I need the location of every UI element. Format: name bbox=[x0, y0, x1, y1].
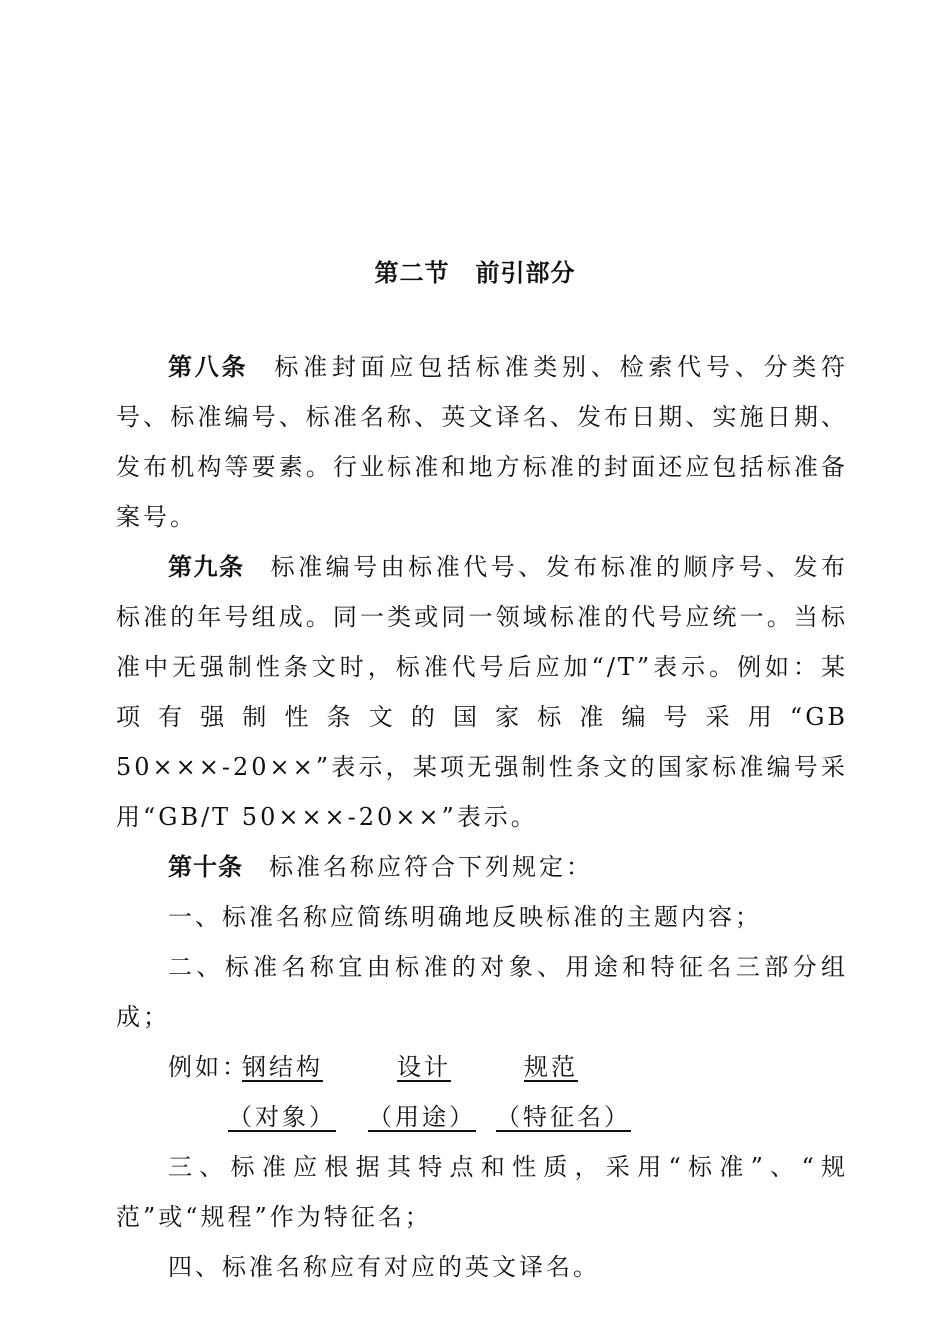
example-word-object: 钢结构 bbox=[242, 1053, 323, 1081]
section-title bbox=[0, 256, 950, 290]
example-role-feature: （特征名） bbox=[496, 1103, 631, 1131]
article-9-number: 第九条 bbox=[168, 552, 245, 581]
article-10-item-3: 三、标准应根据其特点和性质，采用“标准”、“规范”或“规程”作为特征名； bbox=[116, 1153, 848, 1231]
example-word-feature: 规范 bbox=[524, 1053, 578, 1081]
article-10-number: 第十条 bbox=[168, 852, 243, 881]
example-role-object: （对象） bbox=[228, 1103, 336, 1131]
example-word-purpose: 设计 bbox=[397, 1053, 451, 1081]
example-roles-row bbox=[116, 1092, 848, 1142]
article-10-item-2: 二、标准名称宜由标准的对象、用途和特征名三部分组成； bbox=[116, 953, 848, 1031]
example-role-purpose: （用途） bbox=[368, 1103, 476, 1131]
article-10-item-1: 一、标准名称应简练明确地反映标准的主题内容； bbox=[168, 903, 762, 931]
article-9-text: 标准编号由标准代号、发布标准的顺序号、发布标准的年号组成。同一类或同一领域标准的代号应统一。当标准中无强制性条文时，标准代号后应加“/T”表示。例如：某项有强制性条文的国家标准编号采用“GB 50×××-20××”表示，某项无强制性条文的国家标准编号采用“GB/T 50×××-20××”表示。 bbox=[116, 553, 849, 831]
article-8 bbox=[116, 342, 848, 542]
article-9 bbox=[116, 542, 848, 842]
article-10-item-4: 四、标准名称应有对应的英文译名。 bbox=[168, 1253, 600, 1281]
article-10-intro: 标准名称应符合下列规定： bbox=[269, 853, 593, 881]
example-words-row bbox=[116, 1042, 848, 1092]
example-label: 例如： bbox=[168, 1053, 249, 1081]
section-number: 第二节 bbox=[374, 258, 450, 287]
document-body bbox=[116, 342, 848, 1292]
article-10 bbox=[116, 842, 848, 892]
article-8-text: 标准封面应包括标准类别、检索代号、分类符号、标准编号、标准名称、英文译名、发布日期、实施日期、发布机构等要素。行业标准和地方标准的封面还应包括标准备案号。 bbox=[116, 353, 849, 531]
article-8-number: 第八条 bbox=[168, 352, 249, 381]
section-name: 前引部分 bbox=[475, 258, 576, 287]
